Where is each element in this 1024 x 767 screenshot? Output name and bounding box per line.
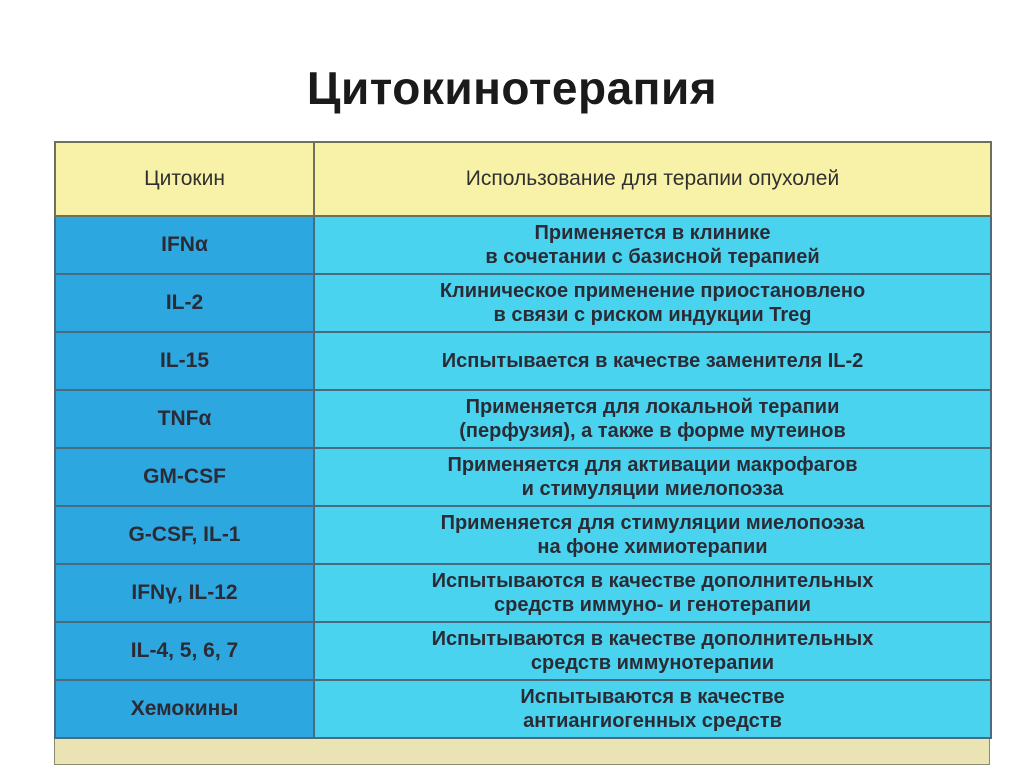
- usage-description-cell: Испытываются в качестве дополнительных средств иммунотерапии: [314, 622, 991, 680]
- header-usage: Использование для терапии опухолей: [314, 142, 991, 216]
- usage-description-cell: Применяется в клинике в сочетании с базисной терапией: [314, 216, 991, 274]
- usage-description-cell: Применяется для стимуляции миелопоэза на фоне химиотерапии: [314, 506, 991, 564]
- table-row: [55, 332, 991, 390]
- usage-description-cell: Применяется для активации макрофагов и стимуляции миелопоэза: [314, 448, 991, 506]
- cytokine-name-cell: Хемокины: [55, 680, 314, 738]
- usage-description-cell: Испытывается в качестве заменителя IL-2: [314, 332, 991, 390]
- table-row: [55, 680, 991, 738]
- cytokine-name-cell: GM-CSF: [55, 448, 314, 506]
- table-row: [55, 564, 991, 622]
- table-row: [55, 506, 991, 564]
- cytokine-name-cell: IFNγ, IL-12: [55, 564, 314, 622]
- usage-description-cell: Клиническое применение приостановлено в связи с риском индукции Treg: [314, 274, 991, 332]
- cytokine-name-cell: IL-4, 5, 6, 7: [55, 622, 314, 680]
- cytokine-name-cell: IL-15: [55, 332, 314, 390]
- cytokine-name-cell: G-CSF, IL-1: [55, 506, 314, 564]
- cytokine-table: [54, 141, 992, 739]
- table-row: [55, 216, 991, 274]
- table-row: [55, 448, 991, 506]
- cytokine-name-cell: IL-2: [55, 274, 314, 332]
- table-row: [55, 274, 991, 332]
- table-row: [55, 390, 991, 448]
- table-row: [55, 622, 991, 680]
- usage-description-cell: Испытываются в качестве дополнительных средств иммуно- и генотерапии: [314, 564, 991, 622]
- cytokine-name-cell: TNFα: [55, 390, 314, 448]
- table-body: [55, 216, 991, 738]
- header-cytokine: Цитокин: [55, 142, 314, 216]
- usage-description-cell: Испытываются в качестве антиангиогенных средств: [314, 680, 991, 738]
- usage-description-cell: Применяется для локальной терапии (перфузия), а также в форме мутеинов: [314, 390, 991, 448]
- table-header-row: [55, 142, 991, 216]
- page-title: Цитокинотерапия: [306, 61, 718, 114]
- cytokine-name-cell: IFNα: [55, 216, 314, 274]
